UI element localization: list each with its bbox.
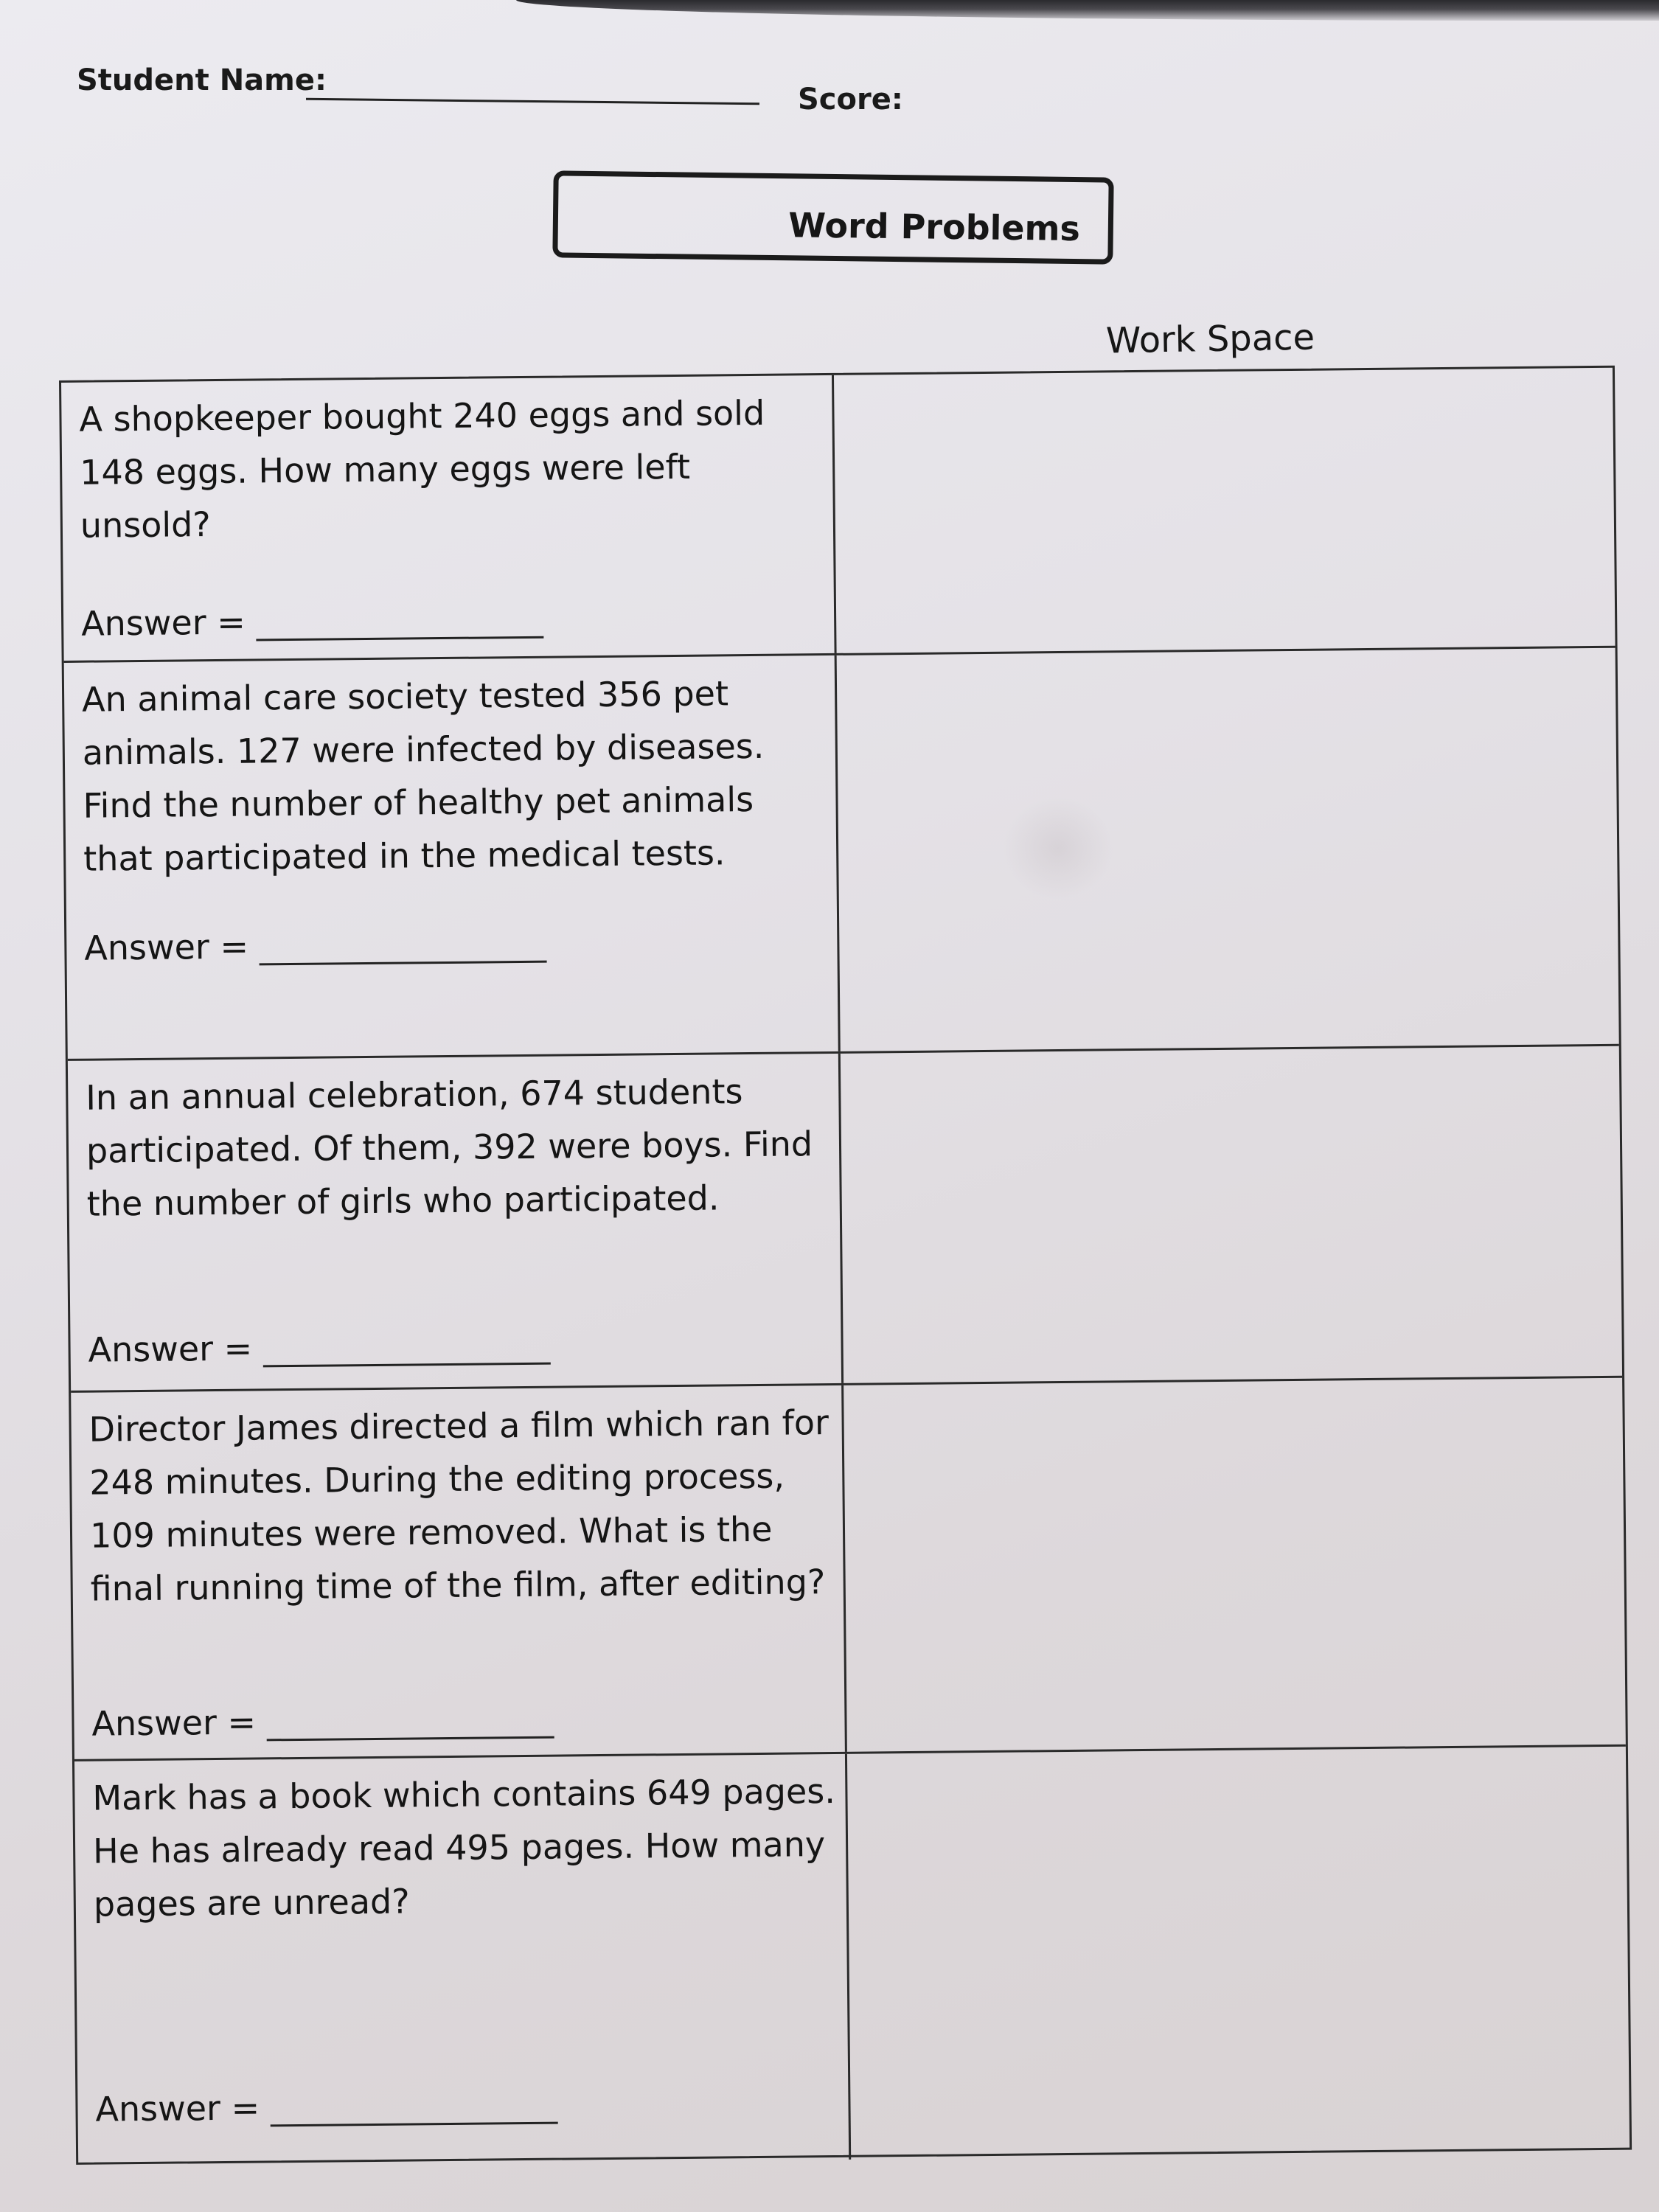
title-box — [552, 170, 1113, 264]
problem-text: In an annual celebration, 674 students participated. Of them, 392 were boys. Find the number of girls who participated. — [86, 1071, 813, 1224]
problem-row-4 — [71, 1378, 1626, 1761]
column-divider — [832, 375, 837, 653]
column-divider — [838, 1054, 844, 1383]
student-name-label: Student Name: — [77, 63, 327, 97]
problem-text: An animal care society tested 356 pet animals. 127 were infected by diseases. Find the number of healthy pet animals that participated in the medical tests. — [81, 673, 765, 879]
answer-line — [259, 961, 546, 966]
answer-label: Answer = — [84, 924, 546, 968]
score-label: Score: — [798, 83, 903, 116]
column-divider — [841, 1385, 847, 1752]
worksheet-title: Word Problems — [787, 205, 1081, 249]
column-divider — [835, 655, 841, 1051]
answer-label: Answer = — [91, 1700, 554, 1744]
answer-label: Answer = — [81, 599, 543, 644]
student-name-line — [306, 98, 759, 105]
column-divider — [845, 1754, 851, 2160]
problem-row-5 — [74, 1747, 1630, 2167]
answer-label: Answer = — [88, 1326, 550, 1370]
problem-text: Mark has a book which contains 649 pages. He has already read 495 pages. How many pages are unread? — [92, 1770, 836, 1924]
work-space-label: Work Space — [1105, 316, 1315, 362]
problem-text: A shopkeeper bought 240 eggs and sold 148 eggs. How many eggs were left unsold? — [79, 392, 765, 546]
answer-line — [270, 2122, 557, 2127]
problem-table — [59, 366, 1632, 2165]
problem-text: Director James directed a film which ran for 248 minutes. During the editing process, 109 minutes were removed. What is the final running time of the film, after editing? — [88, 1402, 830, 1609]
problem-row-2 — [64, 648, 1619, 1061]
answer-line — [266, 1736, 554, 1742]
problem-row-3 — [68, 1046, 1622, 1393]
problem-row-1 — [61, 368, 1615, 663]
paper-top-edge — [516, 0, 1659, 21]
answer-label: Answer = — [95, 2085, 557, 2129]
answer-line — [262, 1363, 550, 1368]
answer-line — [256, 636, 543, 641]
